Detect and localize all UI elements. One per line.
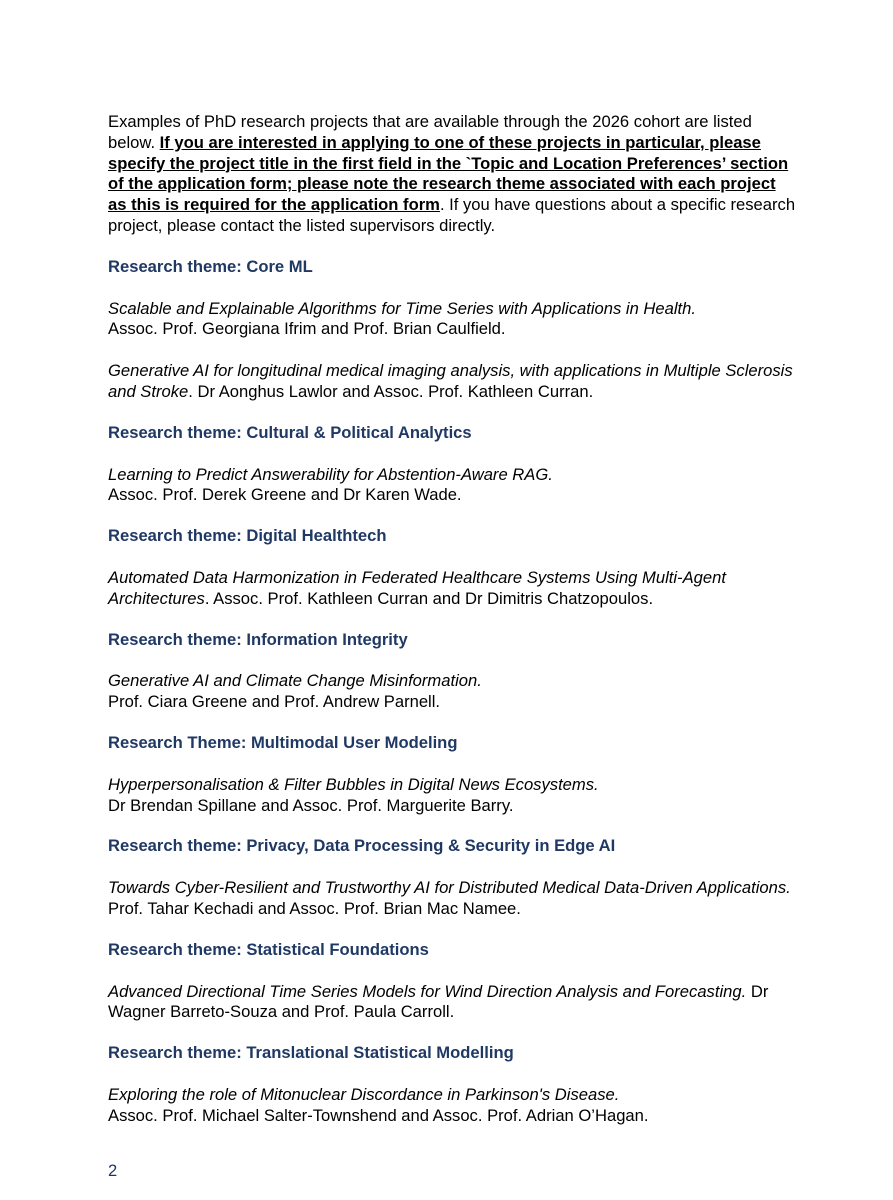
project-title: Generative AI and Climate Change Misinformation. — [108, 671, 482, 691]
intro-paragraph — [108, 112, 798, 237]
project-title: Advanced Directional Time Series Models for Wind Direction Analysis and Forecasting. — [108, 981, 747, 1001]
project-title: Automated Data Harmonization in Federated Healthcare Systems Using Multi-Agent Architectures — [108, 567, 726, 608]
project-entry — [108, 465, 798, 507]
project-title: Scalable and Explainable Algorithms for Time Series with Applications in Health. — [108, 298, 696, 318]
project-entry — [108, 1085, 798, 1127]
theme-heading: Research Theme: Multimodal User Modeling — [108, 732, 458, 752]
theme-heading: Research theme: Privacy, Data Processing & Security in Edge AI — [108, 836, 616, 856]
project-supervisors: Prof. Ciara Greene and Prof. Andrew Parnell. — [108, 692, 441, 712]
theme-heading: Research theme: Information Integrity — [108, 629, 408, 649]
document-page — [108, 112, 798, 1127]
project-entry — [108, 568, 798, 610]
project-supervisors: Dr Brendan Spillane and Assoc. Prof. Marguerite Barry. — [108, 795, 514, 815]
project-entry — [108, 671, 798, 713]
project-supervisors: . Dr Aonghus Lawlor and Assoc. Prof. Kathleen Curran. — [188, 381, 594, 401]
project-title: Generative AI for longitudinal medical imaging analysis, with applications in Multiple Sclerosis and Stroke — [108, 361, 793, 401]
theme-heading: Research theme: Digital Healthtech — [108, 526, 387, 546]
project-entry — [108, 878, 798, 920]
project-title: Exploring the role of Mitonuclear Discordance in Parkinson's Disease. — [108, 1084, 620, 1104]
intro-text-after: . If you have questions about a specific research project, please contact the listed supervisors directly. — [108, 195, 796, 235]
project-entry — [108, 361, 798, 403]
project-supervisors: . Assoc. Prof. Kathleen Curran and Dr Dimitris Chatzopoulos. — [204, 588, 654, 608]
project-title: Hyperpersonalisation & Filter Bubbles in Digital News Ecosystems. — [108, 774, 599, 794]
project-supervisors: Assoc. Prof. Derek Greene and Dr Karen Wade. — [108, 485, 462, 505]
theme-heading: Research theme: Core ML — [108, 256, 313, 276]
project-supervisors: Dr Wagner Barreto-Souza and Prof. Paula Carroll. — [108, 981, 769, 1022]
theme-heading: Research theme: Cultural & Political Analytics — [108, 422, 472, 442]
theme-heading: Research theme: Statistical Foundations — [108, 939, 429, 959]
intro-text-before: Examples of PhD research projects that are available through the 2026 cohort are listed below. — [108, 112, 752, 152]
project-entry — [108, 982, 798, 1024]
theme-heading: Research theme: Translational Statistical Modelling — [108, 1043, 514, 1063]
project-supervisors: Assoc. Prof. Georgiana Ifrim and Prof. Brian Caulfield. — [108, 319, 506, 339]
project-entry — [108, 775, 798, 817]
project-title: Towards Cyber-Resilient and Trustworthy AI for Distributed Medical Data-Driven Applications. — [108, 878, 791, 898]
project-supervisors: Assoc. Prof. Michael Salter-Townshend and Assoc. Prof. Adrian O’Hagan. — [108, 1105, 649, 1125]
project-title: Learning to Predict Answerability for Abstention-Aware RAG. — [108, 464, 553, 484]
project-supervisors: Prof. Tahar Kechadi and Assoc. Prof. Brian Mac Namee. — [108, 898, 521, 918]
page-number: 2 — [108, 1161, 118, 1180]
project-entry — [108, 299, 798, 341]
intro-emphasis: If you are interested in applying to one of these projects in particular, please specify the project title in the first field in the `Topic and Location Preferences’ section of the application form; please note the research theme associated with each project as this is required for the application form — [108, 132, 789, 215]
themes-list — [108, 257, 798, 1127]
